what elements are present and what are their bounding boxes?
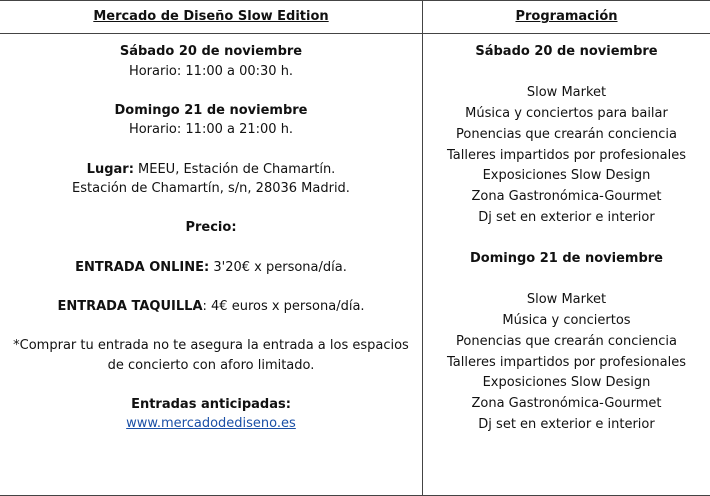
note-line-1: *Comprar tu entrada no te asegura la entrada a los espacios [13, 337, 409, 353]
price-label: Precio: [185, 220, 237, 236]
program-day2-item: Dj set en exterior e interior [478, 416, 655, 432]
program-day1-item: Zona Gastronómica-Gourmet [471, 188, 662, 204]
place-value: MEEU, Estación de Chamartín. [133, 161, 336, 177]
header-event-title: Mercado de Diseño Slow Edition [93, 9, 329, 24]
taquilla-label: ENTRADA TAQUILLA [57, 298, 203, 314]
day1-title: Sábado 20 de noviembre [119, 44, 303, 59]
program-day2-item: Ponencias que crearán conciencia [456, 333, 677, 349]
program-day1-item: Ponencias que crearán conciencia [456, 126, 677, 142]
program-day1-title: Sábado 20 de noviembre [475, 44, 658, 59]
program-day2-item: Talleres impartidos por profesionales [446, 354, 687, 370]
program-day2-title: Domingo 21 de noviembre [469, 251, 664, 266]
header-programacion: Programación [515, 9, 618, 24]
place-line [0, 160, 422, 180]
program-day1-item: Exposiciones Slow Design [482, 168, 651, 184]
online-value: 3'20€ x persona/día. [209, 259, 347, 275]
advance-tickets-label: Entradas anticipadas: [131, 396, 291, 412]
program-day1-item: Talleres impartidos por profesionales [446, 147, 687, 163]
program-column [423, 42, 710, 435]
program-day2-item: Música y conciertos [502, 313, 631, 329]
event-info-column [0, 42, 422, 434]
place-label: Lugar: [86, 161, 134, 177]
program-day2-item: Exposiciones Slow Design [482, 375, 651, 391]
online-price-line [0, 258, 422, 278]
program-day1-item: Dj set en exterior e interior [478, 209, 655, 225]
program-day2-item: Zona Gastronómica-Gourmet [471, 395, 662, 411]
header-divider [0, 33, 710, 34]
website-link[interactable]: www.mercadodediseno.es [126, 416, 296, 432]
program-day1-item: Slow Market [526, 85, 607, 101]
taquilla-price-line [0, 297, 422, 317]
day2-hours: Horario: 11:00 a 21:00 h. [128, 122, 294, 138]
note-line-2: de concierto con aforo limitado. [107, 357, 315, 373]
day1-hours: Horario: 11:00 a 00:30 h. [128, 63, 294, 79]
program-day2-item: Slow Market [526, 292, 607, 308]
program-day1-item: Música y conciertos para bailar [465, 106, 668, 122]
day2-title: Domingo 21 de noviembre [114, 102, 308, 118]
address: Estación de Chamartín, s/n, 28036 Madrid. [72, 181, 350, 197]
online-label: ENTRADA ONLINE: [75, 259, 210, 275]
taquilla-value: : 4€ euros x persona/día. [202, 298, 365, 314]
